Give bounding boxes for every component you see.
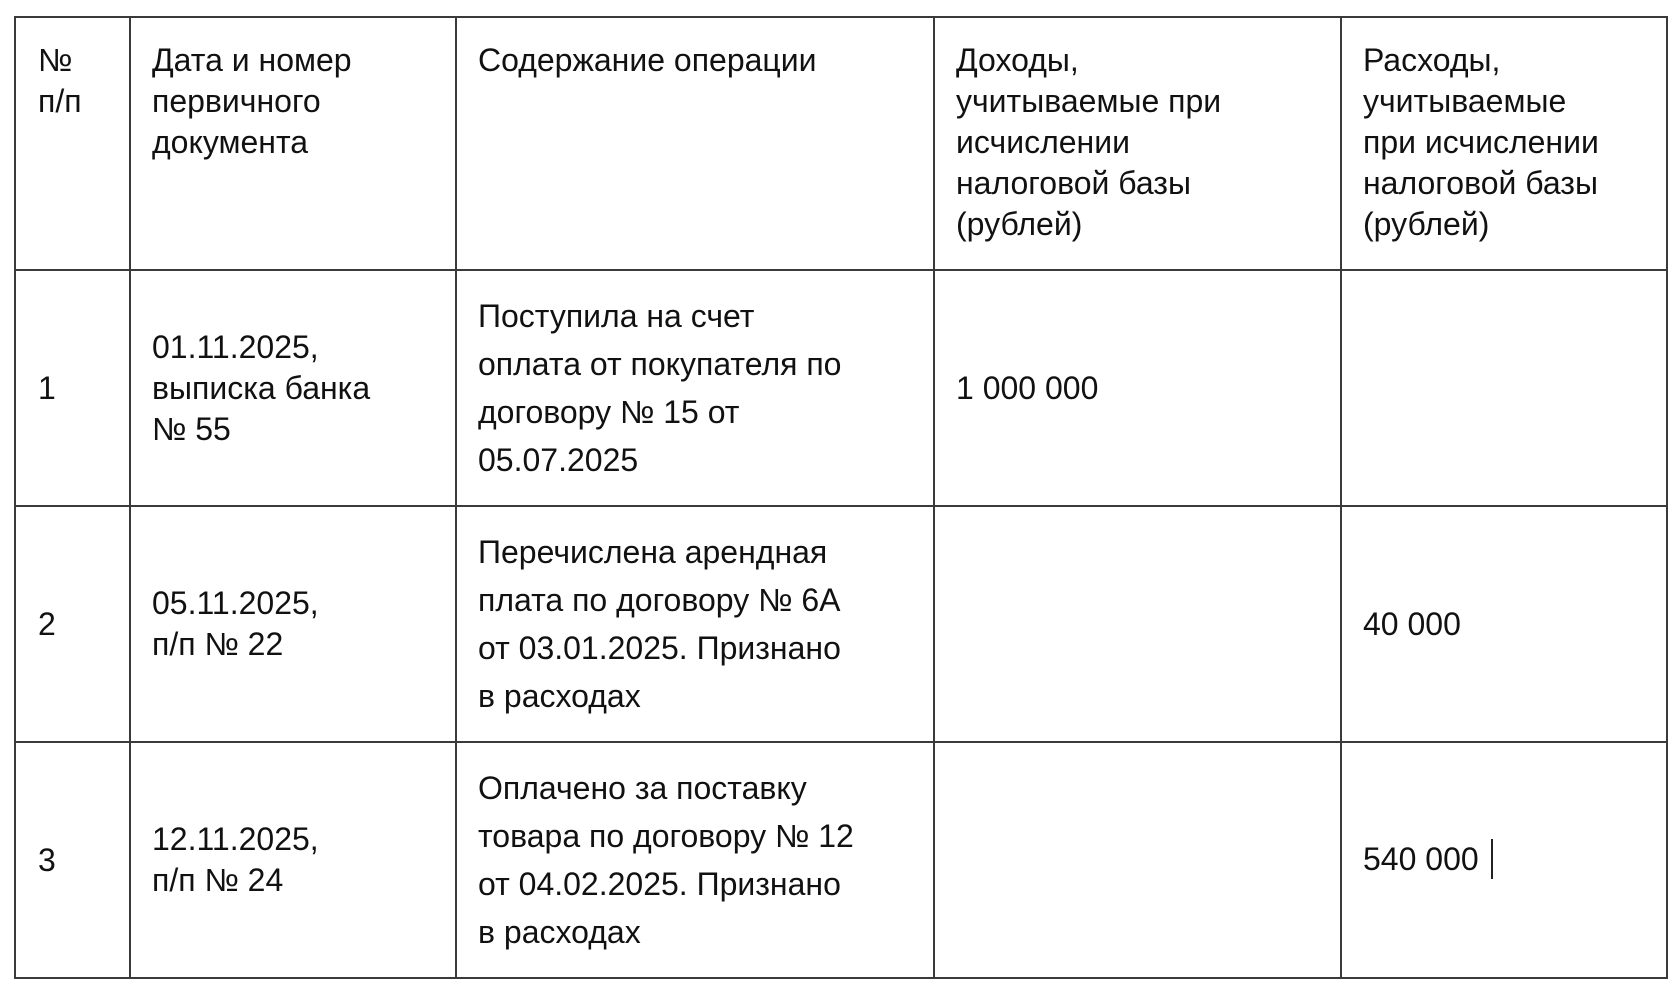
header-text: п/п xyxy=(38,83,82,119)
document-text: 05.11.2025, xyxy=(152,585,319,621)
header-text: при исчислении xyxy=(1363,124,1599,160)
header-text: учитываемые xyxy=(1363,83,1567,119)
table-header-row xyxy=(15,17,1667,270)
cell-document[interactable] xyxy=(130,270,456,506)
header-text: (рублей) xyxy=(956,206,1083,242)
expense-value: 40 000 xyxy=(1363,605,1461,642)
document-text: 12.11.2025, xyxy=(152,821,319,857)
cell-operation[interactable] xyxy=(456,270,934,506)
header-document xyxy=(130,17,456,270)
operation-text: договору № 15 от xyxy=(478,394,740,430)
cell-expense-active[interactable] xyxy=(1341,742,1667,978)
operation-text: оплата от покупателя по xyxy=(478,346,842,382)
cell-operation[interactable] xyxy=(456,506,934,742)
operation-text: плата по договору № 6А xyxy=(478,582,841,618)
operation-text: товара по договору № 12 xyxy=(478,818,854,854)
header-text: Дата и номер xyxy=(152,42,352,78)
operation-text: Оплачено за поставку xyxy=(478,770,807,806)
operation-text: от 03.01.2025. Признано xyxy=(478,630,841,666)
operation-text: Перечислена арендная xyxy=(478,534,828,570)
cell-operation[interactable] xyxy=(456,742,934,978)
cell-row-number[interactable] xyxy=(15,742,130,978)
income-value: 1 000 000 xyxy=(956,369,1099,406)
operation-text: Поступила на счет xyxy=(478,298,755,334)
table-row xyxy=(15,742,1667,978)
table-row xyxy=(15,270,1667,506)
row-number-text: 1 xyxy=(38,369,56,406)
cell-income[interactable] xyxy=(934,506,1341,742)
header-text: (рублей) xyxy=(1363,206,1490,242)
row-number-text: 3 xyxy=(38,841,56,878)
header-expense xyxy=(1341,17,1667,270)
document-text: выписка банка xyxy=(152,369,371,406)
operation-text: в расходах xyxy=(478,678,641,714)
operation-text: в расходах xyxy=(478,914,641,950)
income-expense-ledger-table xyxy=(14,16,1668,979)
document-text: п/п № 24 xyxy=(152,862,284,898)
header-text: налоговой базы xyxy=(1363,165,1598,201)
operation-text: от 04.02.2025. Признано xyxy=(478,866,841,902)
header-text: Содержание операции xyxy=(478,42,817,78)
cell-expense[interactable] xyxy=(1341,270,1667,506)
cell-income[interactable] xyxy=(934,742,1341,978)
header-row-number xyxy=(15,17,130,270)
header-text: учитываемые при xyxy=(956,83,1222,119)
cell-row-number[interactable] xyxy=(15,270,130,506)
header-text: налоговой базы xyxy=(956,165,1191,201)
cell-income[interactable] xyxy=(934,270,1341,506)
header-text: Расходы, xyxy=(1363,42,1501,78)
document-text: 01.11.2025, xyxy=(152,328,319,365)
header-text: первичного xyxy=(152,83,321,119)
header-text: исчислении xyxy=(956,124,1130,160)
row-number-text: 2 xyxy=(38,605,56,642)
cell-expense[interactable] xyxy=(1341,506,1667,742)
header-text: Доходы, xyxy=(956,42,1079,78)
cell-document[interactable] xyxy=(130,742,456,978)
document-text: п/п № 22 xyxy=(152,626,284,662)
header-text: № xyxy=(38,42,73,78)
header-operation xyxy=(456,17,934,270)
header-text: документа xyxy=(152,124,309,160)
document-text: № 55 xyxy=(152,410,231,447)
cell-document[interactable] xyxy=(130,506,456,742)
table-row xyxy=(15,506,1667,742)
cell-row-number[interactable] xyxy=(15,506,130,742)
text-cursor xyxy=(1491,839,1493,879)
operation-text: 05.07.2025 xyxy=(478,442,639,478)
header-income xyxy=(934,17,1341,270)
expense-value: 540 000 xyxy=(1363,840,1479,877)
